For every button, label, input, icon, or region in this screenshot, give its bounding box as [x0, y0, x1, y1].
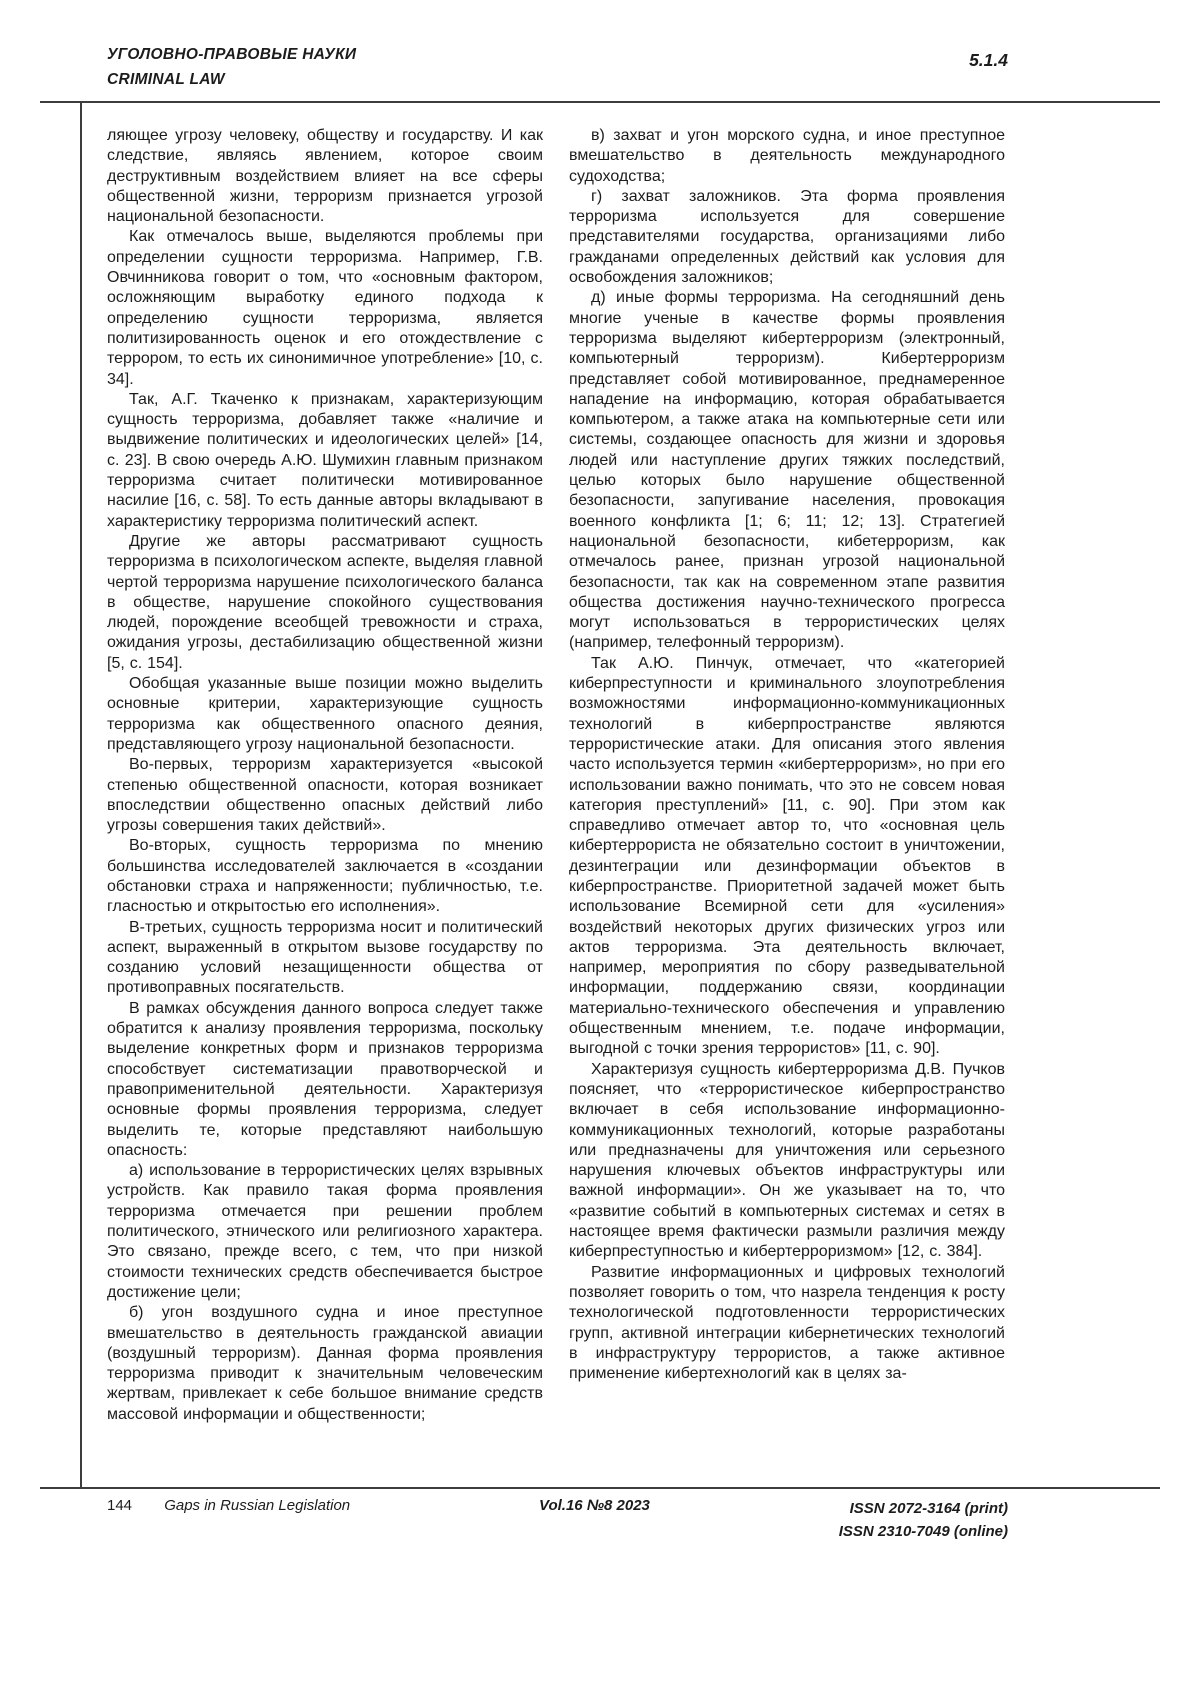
- section-heading-ru: УГОЛОВНО-ПРАВОВЫЕ НАУКИ: [107, 46, 357, 63]
- paragraph: Характеризуя сущность кибертерроризма Д.В. Пучков поясняет, что «террористическое киберпространство включает в себя использование информационно-коммуникационных технологий, которые разработаны или предназначены для уничтожения или серьезного нарушения ключевых объектов инфраструктуры или важной информации». Он же указывает на то, что «развитие событий в компьютерных системах и сетях в настоящее время фактически размыли различия между киберпреступностью и кибертерроризмом» [12, с. 384].: [569, 1060, 1005, 1261]
- section-heading-en: CRIMINAL LAW: [107, 71, 225, 88]
- issn-online: ISSN 2310-7049 (online): [838, 1523, 1008, 1540]
- paragraph: г) захват заложников. Эта форма проявления терроризма используется для совершение представителями государства, организациями либо гражданами определенных действий как условия для освобождения заложников;: [569, 187, 1005, 287]
- left-margin-rule: [80, 101, 82, 1489]
- issn-print: ISSN 2072-3164 (print): [849, 1500, 1008, 1517]
- header-rule: [40, 101, 1160, 103]
- footer-left: [107, 1497, 350, 1514]
- volume-issue: Vol.16 №8 2023: [539, 1497, 650, 1514]
- footer-rule: [40, 1487, 1160, 1489]
- paragraph: Во-вторых, сущность терроризма по мнению большинства исследователей заключается в «создании обстановки страха и напряженности; публичностью, т.е. гласностью и открытостью его исполнения».: [107, 837, 543, 916]
- paragraph: а) использование в террористических целях взрывных устройств. Как правило такая форма проявления терроризма отмечается при решении проблем политического, этнического или религиозного характера. Это связано, прежде всего, с тем, что при низкой стоимости технических средств обеспечивается быстрое достижение цели;: [107, 1162, 543, 1301]
- paragraph: Как отмечалось выше, выделяются проблемы при определении сущности терроризма. Например, Г.В. Овчинникова говорит о том, что «основным фактором, осложняющим выработку единого подхода к определению сущности терроризма, является политизированность оценок и его отождествление с террором, то есть их синонимичное употребление» [10, с. 34].: [107, 228, 543, 388]
- paragraph: ляющее угрозу человеку, обществу и государству. И как следствие, являясь явлением, которое своим деструктивным воздействием влияет на все сферы общественной жизни, терроризм признается угрозой национальной безопасности.: [107, 127, 543, 226]
- journal-title: Gaps in Russian Legislation: [164, 1497, 351, 1514]
- right-column: [569, 126, 1005, 1425]
- paragraph: В рамках обсуждения данного вопроса следует также обратится к анализу проявления терроризма, поскольку выделение конкретных форм и признаков терроризма способствует систематизации правотворческой и правоприменительной деятельности. Характеризуя основные формы проявления терроризма, следует выделить те, которые представляют наибольшую опасность:: [107, 999, 543, 1159]
- specialty-code: 5.1.4: [969, 50, 1008, 70]
- paragraph: б) угон воздушного судна и иное преступное вмешательство в деятельность гражданской авиации (воздушный терроризм). Данная форма проявления терроризма приводит к значительным человеческим жертвам, привлекает к себе большое внимание средств массовой информации и общественности;: [107, 1304, 543, 1423]
- paragraph: Так А.Ю. Пинчук, отмечает, что «категорией киберпреступности и криминального злоупотребления возможностями информационно-коммуникационных технологий в киберпространстве являются террористические атаки. Для описания этого явления часто используется термин «кибертерроризм», но при его использовании важно понимать, что это не совсем новая категория преступлений» [11, с. 90]. При этом как справедливо отмечает автор то, что «основная цель кибертеррориста не обязательно состоит в уничтожении, дезинтеграции или дезинформации объектов в киберпространстве. Приоритетной задачей может быть использование Всемирной сети для «усиления» воздействий некоторых других физических угроз или актов терроризма. Эта деятельность включает, например, мероприятия по сбору разведывательной информации, поддержанию связи, координации материально-технического обеспечения и управлению общественным мнением, т.е. подаче информации, выгодной с точки зрения террористов» [11, с. 90].: [569, 654, 1005, 1058]
- page-footer: [107, 1497, 1008, 1543]
- paragraph: Во-первых, терроризм характеризуется «высокой степенью общественной опасности, которая возникает впоследствии общественно опасных действий либо угрозы совершения таких действий».: [107, 756, 543, 835]
- paragraph: Обобщая указанные выше позиции можно выделить основные критерии, характеризующие сущность терроризма как общественного опасного деяния, представляющего угрозу национальной безопасности.: [107, 675, 543, 753]
- paragraph: в) захват и угон морского судна, и иное преступное вмешательство в деятельность международного судоходства;: [569, 127, 1005, 185]
- article-body: [107, 126, 1005, 1425]
- paragraph: Развитие информационных и цифровых технологий позволяет говорить о том, что назрела тенденция к росту технологической подготовленности террористических групп, активной интеграции кибернетических технологий в инфраструктуру террористов, а также активное применение кибертехнологий как в целях за-: [569, 1263, 1005, 1383]
- paragraph: Так, А.Г. Ткаченко к признакам, характеризующим сущность терроризма, добавляет также «наличие и выдвижение политических и идеологических целей» [14, с. 23]. В свою очередь А.Ю. Шумихин главным признаком терроризма считает политически мотивированное насилие [16, с. 58]. То есть данные авторы вкладывают в характеристику терроризма политический аспект.: [107, 390, 543, 530]
- issn-block: [839, 1497, 1008, 1543]
- paragraph: Другие же авторы рассматривают сущность терроризма в психологическом аспекте, выделяя главной чертой терроризма нарушение психологического баланса в обществе, нарушение спокойного существования людей, порождение всеобщей тревожности и страха, ожидания угрозы, дестабилизацию общественной жизни [5, с. 154].: [107, 532, 543, 672]
- page-number: 144: [107, 1497, 133, 1514]
- paragraph: В-третьих, сущность терроризма носит и политический аспект, выраженный в открытом вызове государству по созданию условий незащищенности общества от противоправных посягательств.: [107, 918, 543, 997]
- paragraph: д) иные формы терроризма. На сегодняшний день многие ученые в качестве формы проявления терроризма выделяют кибертерроризм (электронный, компьютерный терроризм). Кибертерроризм представляет собой мотивированное, преднамеренное нападение на информацию, которая обрабатывается компьютером, а также атака на компьютерные сети или системы, создающее опасность для жизни и здоровья людей или наступление других тяжких последствий, целью которых было нарушение общественной безопасности, запугивание населения, провокация военного конфликта [1; 6; 11; 12; 13]. Стратегией национальной безопасности, кибетерроризм, как отмечалось ранее, признан угрозой национальной безопасности, так как на современном этапе развития общества достижения научно-технического прогресса могут использоваться в террористических целях (например, телефонный терроризм).: [569, 289, 1005, 652]
- section-heading: [107, 42, 356, 92]
- left-column: [107, 126, 543, 1425]
